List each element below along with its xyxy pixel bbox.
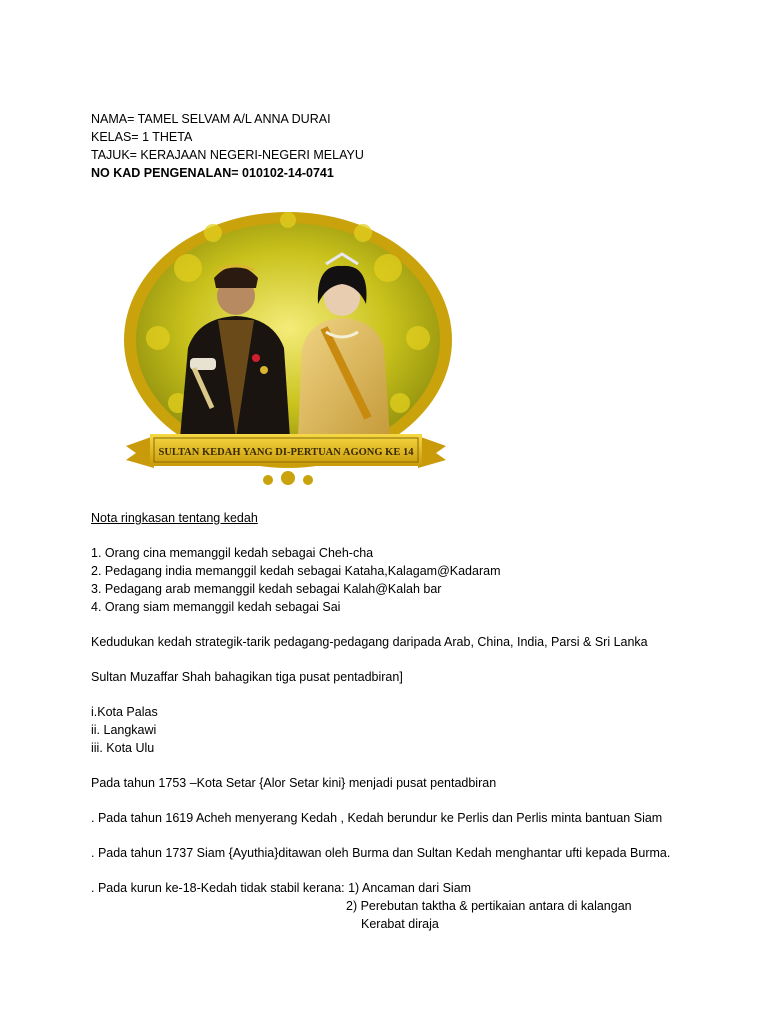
- student-name: NAMA= TAMEL SELVAM A/L ANNA DURAI: [91, 112, 331, 126]
- list-item: 4. Orang siam memanggil kedah sebagai Sai: [91, 600, 341, 614]
- ic-number: NO KAD PENGENALAN= 010102-14-0741: [91, 166, 334, 180]
- list-item: 1. Orang cina memanggil kedah sebagai Cheh-cha: [91, 546, 374, 560]
- sultan-note: Sultan Muzaffar Shah bahagikan tiga pusat pentadbiran]: [91, 670, 403, 684]
- list-item: ii. Langkawi: [91, 723, 157, 737]
- note-18th-century: . Pada kurun ke-18-Kedah tidak stabil kerana: 1) Ancaman dari Siam: [91, 881, 472, 895]
- caption-banner: [126, 434, 446, 468]
- note-1619: . Pada tahun 1619 Acheh menyerang Kedah , Kedah berundur ke Perlis dan Perlis minta bantuan Siam: [91, 811, 663, 825]
- notes-heading: Nota ringkasan tentang kedah: [91, 511, 258, 525]
- banner-caption: SULTAN KEDAH YANG DI-PERTUAN AGONG KE 14: [158, 447, 414, 458]
- list-item: 2. Pedagang india memanggil kedah sebagai Kataha,Kalagam@Kadaram: [91, 564, 501, 578]
- note-1753: Pada tahun 1753 –Kota Setar {Alor Setar kini} menjadi pusat pentadbiran: [91, 776, 497, 790]
- strategic-note: Kedudukan kedah strategik-tarik pedagang-pedagang daripada Arab, China, India, Parsi & Sri Lanka: [91, 635, 648, 649]
- student-info: [91, 110, 364, 182]
- royal-portrait-graphic: [118, 208, 454, 494]
- note-1737: . Pada tahun 1737 Siam {Ayuthia}ditawan oleh Burma dan Sultan Kedah menghantar ufti kepada Burma.: [91, 846, 671, 860]
- list-item: iii. Kota Ulu: [91, 741, 155, 755]
- list-item: 3. Pedagang arab memanggil kedah sebagai Kalah@Kalah bar: [91, 582, 442, 596]
- royal-portrait-image: [118, 208, 454, 494]
- notes-section: [91, 509, 731, 933]
- assignment-title: TAJUK= KERAJAAN NEGERI-NEGERI MELAYU: [91, 148, 364, 162]
- list-item: i.Kota Palas: [91, 705, 158, 719]
- note-18th-century-reason-2-cont: Kerabat diraja: [361, 917, 439, 931]
- note-18th-century-reason-2: 2) Perebutan taktha & pertikaian antara di kalangan: [346, 899, 632, 913]
- student-class: KELAS= 1 THETA: [91, 130, 193, 144]
